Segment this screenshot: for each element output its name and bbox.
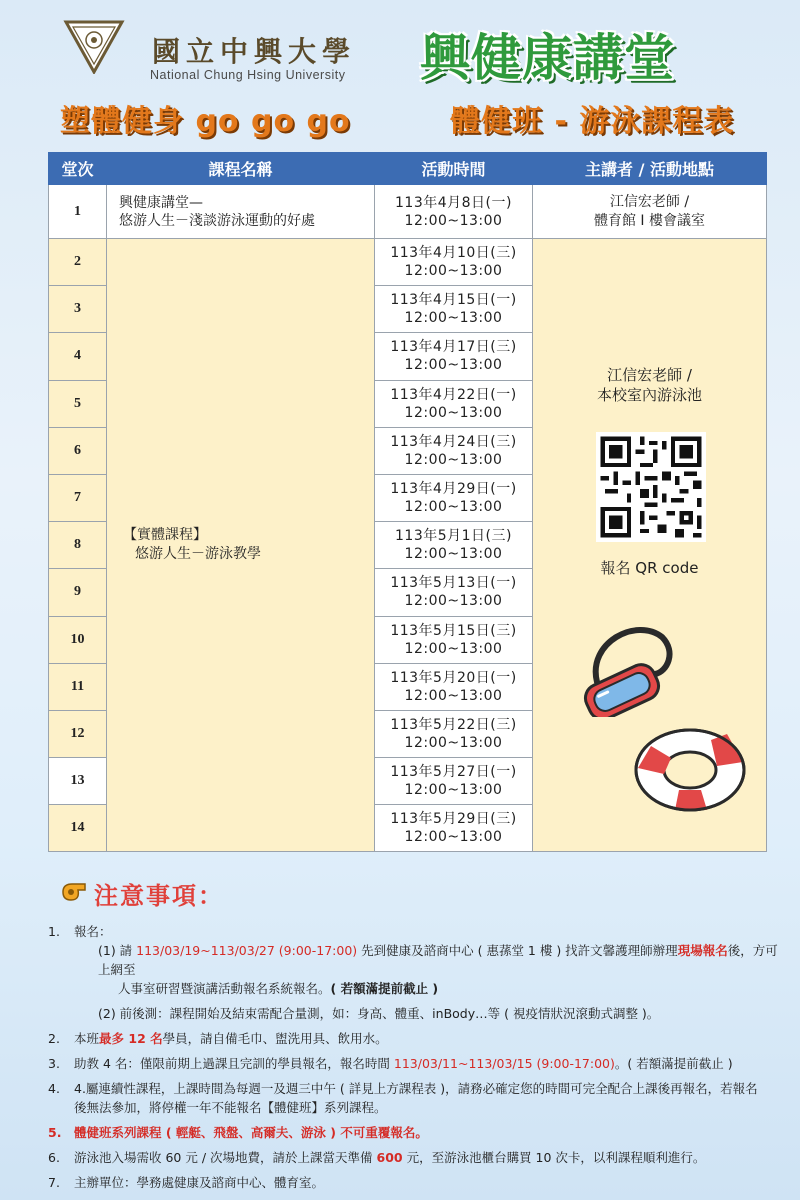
- time-text: 12:00~13:00: [404, 451, 503, 468]
- assistant-registration-period: 113/03/11~113/03/15 (9:00-17:00): [393, 1056, 615, 1071]
- date-text: 113年5月27日(一): [390, 764, 517, 781]
- time-text: 12:00~13:00: [404, 357, 503, 374]
- session-number: 11: [49, 663, 107, 710]
- note-item: [48, 1123, 778, 1142]
- university-logo-area: [62, 16, 362, 86]
- practical-course-name-cell: [107, 239, 375, 852]
- note-item: [48, 1148, 778, 1167]
- header-session: 堂次: [49, 153, 107, 185]
- practical-host-cell: [533, 239, 767, 852]
- note-item: [48, 922, 778, 1023]
- note-text: 元，至游泳池櫃台購買 10 次卡，以利課程順利進行。: [402, 1150, 706, 1165]
- note-text: ( 若額滿提前截止 ): [330, 981, 439, 996]
- university-name-cn: 國立中興大學: [152, 35, 357, 68]
- time-text: 12:00~13:00: [404, 829, 503, 846]
- date-text: 113年5月15日(三): [390, 622, 517, 639]
- time-cell: [375, 522, 533, 569]
- time-text: 12:00~13:00: [404, 404, 503, 421]
- session-number: 1: [49, 185, 107, 239]
- date-text: 113年4月24日(三): [390, 433, 517, 450]
- notes-list: [48, 922, 778, 1195]
- note-text: 游泳池入場需收 60 元 / 次場地費，請於上課當天準備: [74, 1150, 377, 1165]
- time-cell: [375, 474, 533, 521]
- time-cell: [375, 663, 533, 710]
- date-text: 113年5月1日(三): [395, 528, 512, 545]
- note-sub-item: [74, 941, 778, 998]
- date-text: 113年4月15日(一): [390, 292, 517, 309]
- note-text: 體健班系列課程 ( 輕艇、飛盤、高爾夫、游泳 ) 不可重覆報名。: [74, 1125, 428, 1140]
- time-text: 12:00~13:00: [404, 687, 503, 704]
- time-cell: [375, 380, 533, 427]
- max-students-text: 最多 12 名: [99, 1031, 163, 1046]
- note-text: 主辦單位：學務處健康及諮商中心、體育室。: [74, 1175, 325, 1190]
- time-cell: [375, 805, 533, 852]
- note-text: 4.屬連續性課程，上課時間為每週一及週三中午 ( 詳見上方課程表 )，請務必確定您的時間可完全配合上課後再報名，若報名: [74, 1081, 758, 1096]
- course-schedule-title: 體健班 - 游泳課程表: [450, 104, 735, 139]
- session-number: 12: [49, 710, 107, 757]
- note-number: 5.: [48, 1125, 62, 1140]
- brand-title: 興健康講堂: [420, 29, 675, 87]
- header-time: 活動時間: [375, 153, 533, 185]
- note-number: 7.: [48, 1175, 60, 1190]
- note-item: [48, 1079, 778, 1117]
- program-slogan: 塑體健身 go go go: [60, 104, 351, 139]
- course-name-line: 悠游人生－淺談游泳運動的好處: [119, 212, 315, 229]
- time-cell: [375, 185, 533, 239]
- practical-host-text: [533, 365, 766, 405]
- note-item: [48, 1054, 778, 1073]
- session-number: 3: [49, 286, 107, 333]
- course-name-line: 興健康講堂—: [119, 194, 203, 211]
- date-text: 113年4月17日(三): [390, 339, 517, 356]
- session-number: 7: [49, 474, 107, 521]
- host-line: 本校室內游泳池: [596, 386, 702, 404]
- session-number: 10: [49, 616, 107, 663]
- host-cell: [533, 185, 767, 239]
- time-cell: [375, 758, 533, 805]
- time-cell: [375, 616, 533, 663]
- note-number: 4.: [48, 1081, 60, 1096]
- life-ring-icon: [631, 720, 749, 816]
- note-number: 2.: [48, 1031, 60, 1046]
- time-text: 12:00~13:00: [404, 263, 503, 280]
- note-sub-item: (2) 前後測：課程開始及結束需配合量測，如：身高、體重、inBody…等 ( 視疫情狀況滾動式調整 )。: [98, 1006, 660, 1021]
- university-name-en: National Chung Hsing University: [150, 68, 346, 82]
- university-seal-icon: [62, 18, 126, 74]
- fee-amount: 600: [376, 1150, 403, 1165]
- note-text: 學員，請自備毛巾、盥洗用具、飲用水。: [162, 1031, 388, 1046]
- date-text: 113年4月8日(一): [395, 194, 512, 211]
- note-item: [48, 1173, 778, 1192]
- date-text: 113年4月29日(一): [390, 481, 517, 498]
- note-number: 3.: [48, 1056, 60, 1071]
- date-text: 113年5月13日(一): [390, 575, 517, 592]
- session-number: 14: [49, 805, 107, 852]
- note-text: 先到健康及諮商中心 ( 惠蓀堂 1 樓 ) 找許文馨護理師辦理: [357, 943, 678, 958]
- session-number: 9: [49, 569, 107, 616]
- session-number: 4: [49, 333, 107, 380]
- date-text: 113年4月22日(一): [390, 386, 517, 403]
- registration-qr-code[interactable]: [596, 432, 706, 542]
- swim-goggles-icon: [577, 622, 677, 717]
- host-line: 江信宏老師 /: [607, 366, 692, 384]
- registration-period: 113/03/19~113/03/27 (9:00-17:00): [136, 943, 358, 958]
- note-continuation: [98, 979, 778, 998]
- note-number: 6.: [48, 1150, 60, 1165]
- session-number: 13: [49, 758, 107, 805]
- note-text: (1) 請: [98, 943, 137, 958]
- note-text: 本班: [74, 1031, 100, 1046]
- note-number: 1.: [48, 924, 60, 939]
- table-row: [49, 239, 767, 286]
- notes-title: 注意事項：: [94, 882, 224, 910]
- time-cell: [375, 569, 533, 616]
- time-cell: [375, 286, 533, 333]
- time-cell: [375, 333, 533, 380]
- session-number: 6: [49, 427, 107, 474]
- time-cell: [375, 710, 533, 757]
- time-text: 12:00~13:00: [404, 593, 503, 610]
- time-cell: [375, 239, 533, 286]
- host-line: 江信宏老師 /: [609, 193, 690, 210]
- table-row: [49, 185, 767, 239]
- whistle-icon: [60, 878, 88, 906]
- header-course-name: 課程名稱: [107, 153, 375, 185]
- qr-code-label: 報名 QR code: [600, 559, 699, 577]
- time-text: 12:00~13:00: [404, 212, 503, 229]
- note-text: 後，方可上網至: [98, 943, 778, 977]
- time-text: 12:00~13:00: [404, 640, 503, 657]
- date-text: 113年5月22日(三): [390, 716, 517, 733]
- date-text: 113年5月20日(一): [390, 669, 517, 686]
- time-text: 12:00~13:00: [404, 782, 503, 799]
- course-name-line: 悠游人生－游泳教學: [135, 546, 261, 563]
- note-text: 助教 4 名：僅限前期上過課且完訓的學員報名，報名時間: [74, 1056, 394, 1071]
- note-item: [48, 1029, 778, 1048]
- time-text: 12:00~13:00: [404, 546, 503, 563]
- host-line: 體育館 I 樓會議室: [593, 212, 706, 229]
- time-cell: [375, 427, 533, 474]
- session-number: 8: [49, 522, 107, 569]
- session-number: 5: [49, 380, 107, 427]
- course-name-cell: [107, 185, 375, 239]
- note-text: 。( 若額滿提前截止 ): [614, 1056, 733, 1071]
- session-number: 2: [49, 239, 107, 286]
- header-host-location: 主講者 / 活動地點: [533, 153, 767, 185]
- course-name-line: 【實體課程】: [123, 527, 207, 544]
- time-text: 12:00~13:00: [404, 310, 503, 327]
- note-text: 人事室研習暨演講活動報名系統報名。: [118, 981, 331, 996]
- note-text: 後無法參加，將停權一年不能報名【體健班】系列課程。: [74, 1100, 387, 1115]
- table-header-row: [49, 153, 767, 185]
- course-schedule-table: [48, 152, 767, 852]
- onsite-registration-text: 現場報名: [677, 943, 728, 958]
- date-text: 113年4月10日(三): [390, 245, 517, 262]
- date-text: 113年5月29日(三): [390, 811, 517, 828]
- time-text: 12:00~13:00: [404, 499, 503, 516]
- note-heading: 報名：: [74, 924, 112, 939]
- time-text: 12:00~13:00: [404, 734, 503, 751]
